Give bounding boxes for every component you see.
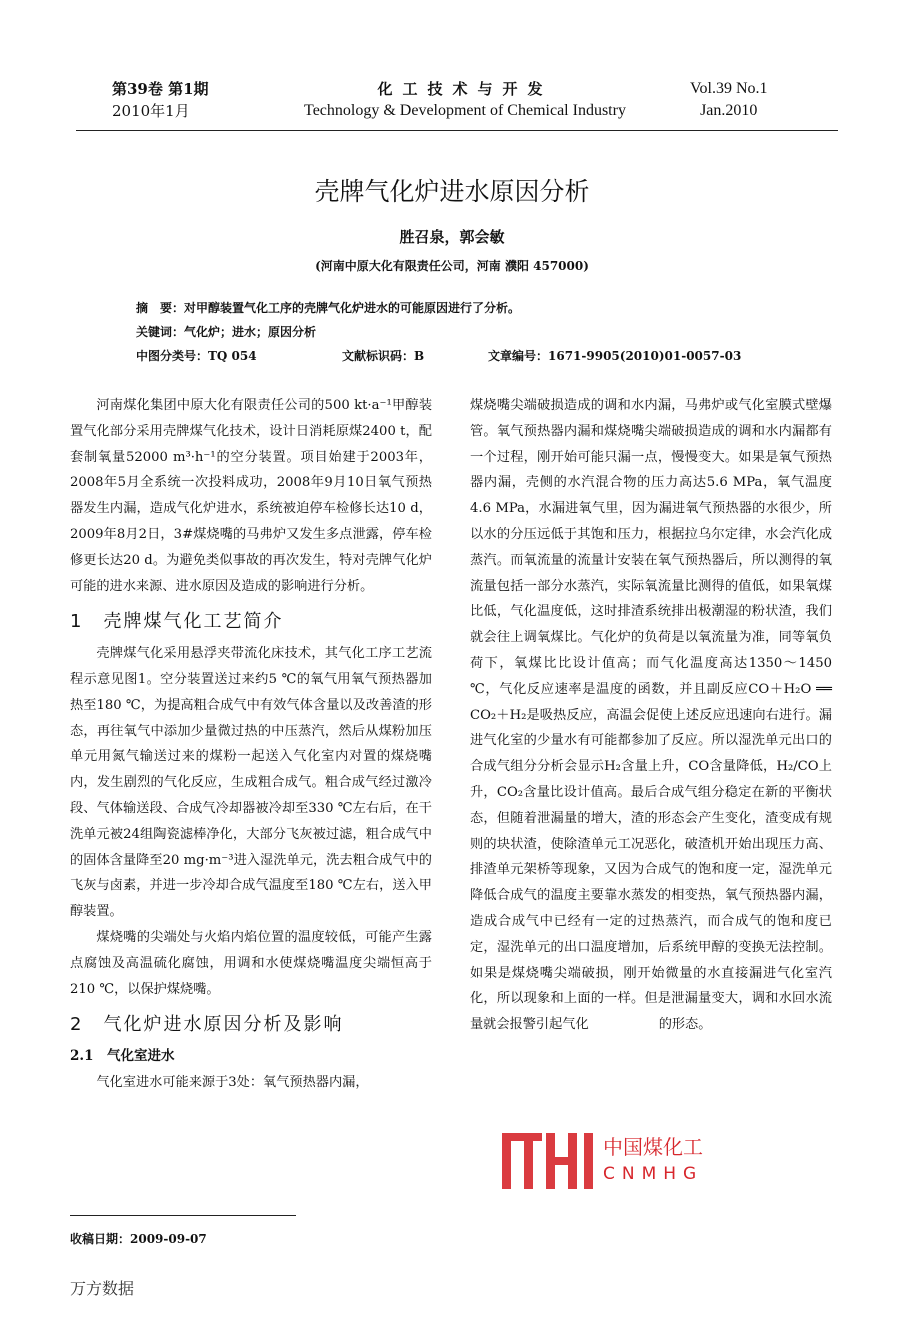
source-label: 万方数据 [70,1279,135,1298]
date-en: Jan.2010 [700,102,758,119]
affiliation: (河南中原大化有限责任公司，河南 濮阳 457000) [315,259,589,273]
paper-title: 壳牌气化炉进水原因分析 [314,177,590,206]
right-column [470,393,832,1038]
article-number: 文章编号：1671-9905(2010)01-0057-03 [488,349,742,363]
section-2-1-heading: 2.1 气化室进水 [70,1048,175,1065]
section-1-paragraph-2: 煤烧嘴的尖端处与火焰内焰位置的温度较低，可能产生露点腐蚀及高温硫化腐蚀，用调和水使煤烧嘴温度尖端恒高于210 ℃，以保护煤烧嘴。 [70,929,432,997]
journal-name-en: Technology & Development of Chemical Industry [304,102,626,119]
issue-info-en [690,78,768,122]
left-column [70,393,432,1096]
received-date: 收稿日期：2009-09-07 [70,1232,207,1246]
section-2-1-tail: 的形态。 [658,1017,712,1033]
watermark-text-cn: 中国煤化工 [603,1131,703,1160]
journal-name [280,78,650,122]
footnote-rule [70,1215,296,1216]
logo-bar-1 [502,1133,511,1189]
watermark-text-en: CNMHG [603,1164,704,1184]
logo-bar-3 [524,1133,533,1189]
section-1-heading: 1 壳牌煤气化工艺简介 [70,611,284,633]
abstract: 摘 要：对甲醇装置气化工序的壳牌气化炉进水的可能原因进行了分析。 [136,301,521,315]
section-2-heading: 2 气化炉进水原因分析及影响 [70,1014,344,1036]
logo-bar-6 [546,1157,577,1165]
volume-issue-cn: 第39卷 第1期 [112,80,209,98]
section-2-1-paragraph-start: 气化室进水可能来源于3处：氧气预热器内漏， [96,1074,369,1090]
journal-name-cn: 化工技术与开发 [377,80,553,98]
section-2-1-paragraph-cont [470,393,832,1038]
issue-info-cn [112,78,209,122]
header-rule [76,130,838,131]
logo-bar-2 [502,1133,542,1141]
intro-paragraph: 河南煤化集团中原大化有限责任公司的500 kt·a⁻¹甲醇装置气化部分采用壳牌煤气化技术，设计日消耗原煤2400 t，配套制氧量52000 m³·h⁻¹的空分装置。项目始建于2003年，2008年5月全系统一次投料成功，2008年9月10日氧气预热器发生内漏，造成气化炉进水，系统被迫停车检修长达10 d，2009年8月2日，3#煤烧嘴的马弗炉又发生多点泄露，停车检修更长达20 d。为避免类似事故的再次发生，特对壳牌气化炉可能的进水来源、进水原因及造成的影响进行分析。 [70,398,432,594]
document-code: 文献标识码：B [342,349,425,363]
keywords: 关键词：气化炉；进水；原因分析 [136,325,317,339]
section-2-1-body: 煤烧嘴尖端破损造成的调和水内漏，马弗炉或气化室膜式壁爆管。氧气预热器内漏和煤烧嘴尖端破损造成的调和水内漏都有一个过程，刚开始可能只漏一点，慢慢变大。如果是氧气预热器内漏，壳侧的水汽混合物的压力高达5.6 MPa，氧气温度4.6 MPa，水漏进氧气里，因为漏进氧气预热器的水很少，所以水的分压远低于其饱和压力，根据拉乌尔定律，水会汽化成蒸汽。而氧流量的流量计安装在氧气预热器后，所以测得的氧流量包括一部分水蒸汽，实际氧流量比测得的值低，如果氧煤比低，气化温度低，这时排渣系统排出极潮湿的粉状渣，我们就会往上调氧煤比。气化炉的负荷是以氧流量为准，同等氧负荷下，氧煤比比设计值高；而气化温度高达1350～1450 ℃，气化反应速率是温度的函数，并且副反应CO＋H₂O ══ CO₂＋H₂是吸热反应，高温会促使上述反应迅速向右进行。漏进气化室的少量水有可能都参加了反应。所以湿洗单元出口的合成气组分分析会显示H₂含量上升，CO含量降低，H₂/CO上升，CO₂含量比设计值高。最后合成气组分稳定在新的平衡状态，但随着泄漏量的增大，渣的形态会产生变化，渣变成有规则的块状渣，使除渣单元工况恶化，破渣机开始出现压力高、排渣单元架桥等现象，又因为合成气的饱和度一定，湿洗单元降低合成气的温度主要靠水蒸发的相变热，氧气预热器内漏，造成合成气中已经有一定的过热蒸汽，而合成气的饱和度已定，湿洗单元的出口温度增加，后系统甲醇的变换无法控制。如果是煤烧嘴尖端破损，刚开始微量的水直接漏进气化室汽化，所以现象和上面的一样。但是泄漏量变大，调和水回水流量就会报警引起气化 [470,398,832,1033]
logo-bar-7 [584,1133,593,1189]
volume-issue-en: Vol.39 No.1 [690,80,768,97]
clc-number: 中图分类号：TQ 054 [136,349,257,363]
section-1-paragraph-1: 壳牌煤气化采用悬浮夹带流化床技术，其气化工序工艺流程示意见图1。空分装置送过来约5 ℃的氧气用氧气预热器加热至180 ℃，为提高粗合成气中有效气体含量以及改善渣的形态，再往氧气中添加少量微过热的中压蒸汽，然后从煤粉加压单元用氮气输送过来的煤粉一起送入气化室内对置的煤烧嘴内，发生剧烈的气化反应，生成粗合成气。粗合成气经过激冷段、气体输送段、合成气冷却器被冷却至330 ℃左右后，在干洗单元被24组陶瓷滤棒净化，大部分飞灰被过滤，粗合成气中的固体含量降至20 mg·m⁻³进入湿洗单元，洗去粗合成气中的飞灰与卤素，并进一步冷却合成气温度至180 ℃左右，送入甲醇装置。 [70,646,432,920]
authors: 胜召泉，郭会敏 [399,228,505,246]
date-cn: 2010年1月 [112,102,190,120]
